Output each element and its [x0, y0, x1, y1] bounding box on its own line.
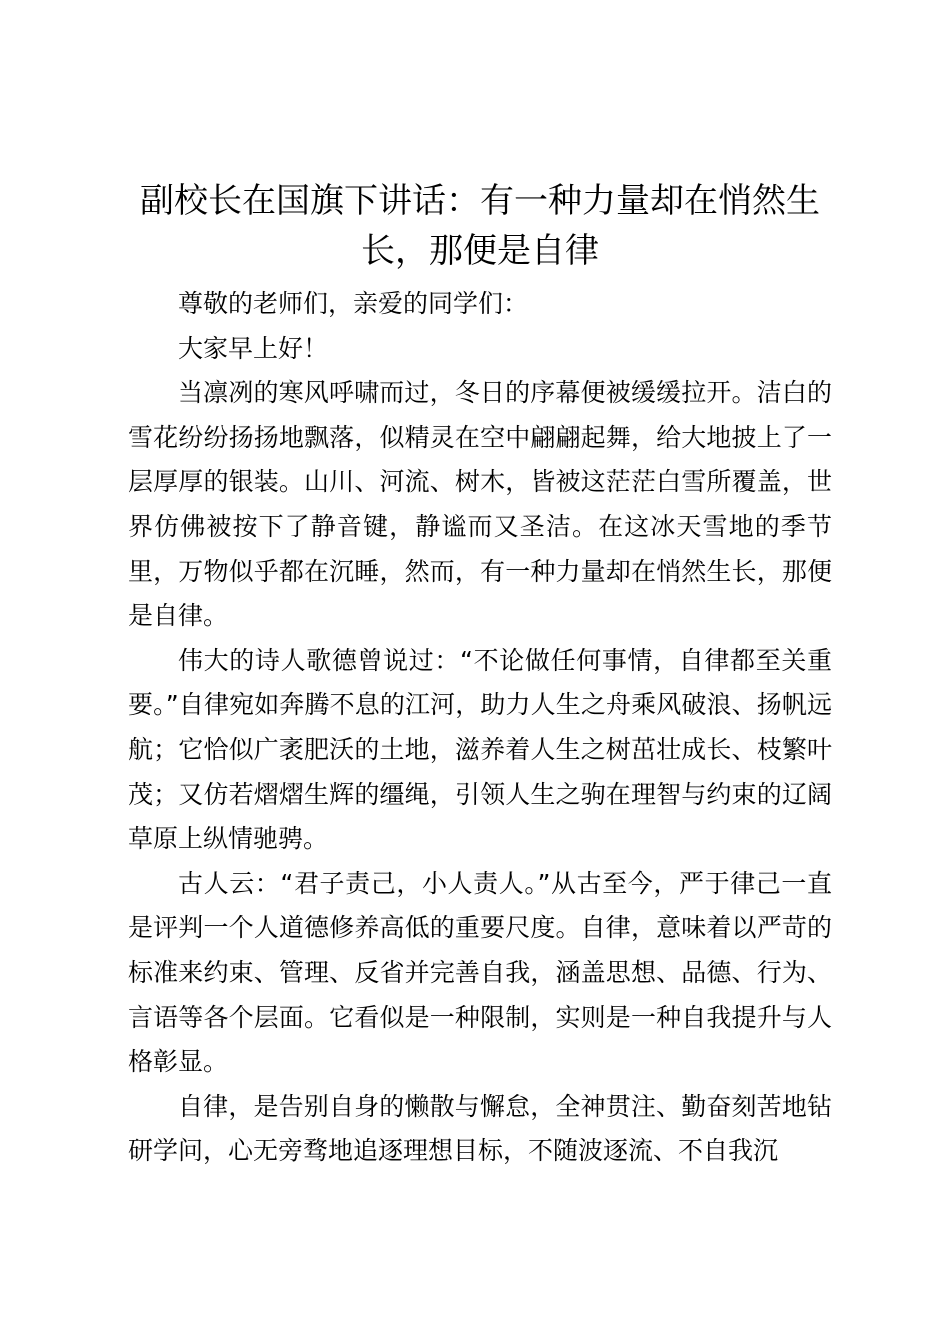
salutation-paragraph: 尊敬的老师们，亲爱的同学们： [178, 289, 529, 318]
body-paragraph: 古人云：“君子责己，小人责人。”从古至今，严于律己一直是评判一个人道德修养高低的重要尺度。自律，意味着以严苛的标准来约束、管理、反省并完善自我，涵盖思想、品德、行为、言语等各个层面。它看似是一种限制，实则是一种自我提升与人格彰显。 [128, 868, 832, 1077]
body-paragraph: 当凛冽的寒风呼啸而过，冬日的序幕便被缓缓拉开。洁白的雪花纷纷扬扬地飘落，似精灵在空中翩翩起舞，给大地披上了一层厚厚的银装。山川、河流、树木，皆被这茫茫白雪所覆盖，世界仿佛被按下了静音键，静谧而又圣洁。在这冰天雪地的季节里，万物似乎都在沉睡，然而，有一种力量却在悄然生长，那便是自律。 [128, 378, 832, 631]
document-title: 副校长在国旗下讲话：有一种力量却在悄然生长，那便是自律 [140, 181, 820, 271]
document-page [128, 176, 832, 1174]
body-paragraph: 伟大的诗人歌德曾说过：“不论做任何事情，自律都至关重要。”自律宛如奔腾不息的江河，助力人生之舟乘风破浪、扬帆远航；它恰似广袤肥沃的土地，滋养着人生之树茁壮成长、枝繁叶茂；又仿若熠熠生辉的缰绳，引领人生之驹在理智与约束的辽阔草原上纵情驰骋。 [128, 645, 832, 854]
body-paragraph: 自律，是告别自身的懒散与懈怠，全神贯注、勤奋刻苦地钻研学问，心无旁骛地追逐理想目标，不随波逐流、不自我沉 [128, 1091, 832, 1166]
greeting-paragraph: 大家早上好！ [178, 333, 329, 363]
